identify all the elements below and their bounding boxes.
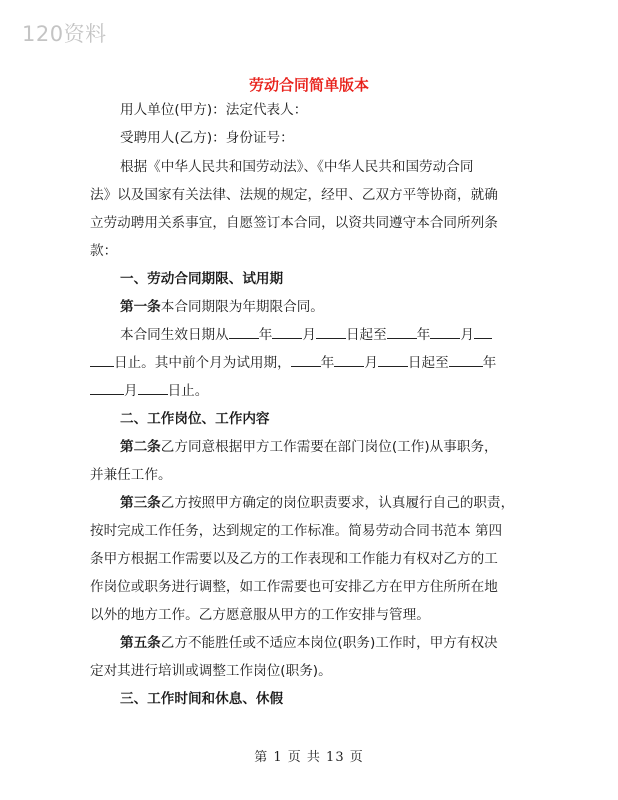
article-5-label: 第五条 <box>120 635 161 651</box>
term-start-label: 本合同生效日期从 <box>120 327 229 343</box>
year-label: 年 <box>416 327 431 343</box>
month-label: 月 <box>302 327 316 343</box>
day-from-label: 日起至 <box>407 355 449 371</box>
intro-line-2: 法》以及国家有关法律、法规的规定，经甲、乙双方平等协商，就确 <box>90 187 498 203</box>
blank-field <box>291 353 321 367</box>
article-2-cont: 并兼任工作。 <box>90 467 172 483</box>
article-3-cont-2: 条甲方根据工作需要以及乙方的工作表现和工作能力有权对乙方的工 <box>90 551 498 567</box>
term-line-2 <box>90 353 496 373</box>
article-5-cont: 定对其进行培训或调整工作岗位(职务)。 <box>90 663 332 679</box>
blank-field <box>334 353 364 367</box>
blank-field <box>474 325 492 339</box>
watermark: 120资料 <box>22 22 107 46</box>
article-1-label: 第一条 <box>120 299 161 315</box>
blank-field <box>90 353 114 367</box>
document-title: 劳动合同简单版本 <box>248 76 369 94</box>
intro-line-1: 根据《中华人民共和国劳动法》、《中华人民共和国劳动合同 <box>120 159 474 175</box>
article-2-text: 乙方同意根据甲方工作需要在部门岗位(工作)从事职务， <box>160 439 498 455</box>
blank-field <box>378 353 408 367</box>
blank-field <box>138 381 168 395</box>
year-label: 年 <box>258 327 273 343</box>
year-label: 年 <box>320 355 335 371</box>
article-5 <box>120 633 498 653</box>
article-3-label: 第三条 <box>120 495 161 511</box>
party-a-line: 用人单位(甲方)：法定代表人： <box>120 102 308 118</box>
party-b-line: 受聘用人(乙方)：身份证号： <box>120 130 294 146</box>
article-3-cont-1: 按时完成工作任务，达到规定的工作标准。简易劳动合同书范本 第四 <box>90 523 503 539</box>
blank-field <box>387 325 417 339</box>
article-5-text: 乙方不能胜任或不适应本岗位(职务)工作时，甲方有权决 <box>160 635 498 651</box>
term-line-3 <box>90 381 208 401</box>
article-3-cont-4: 以外的地方工作。乙方愿意服从甲方的工作安排与管理。 <box>90 607 430 623</box>
term-line-1 <box>120 325 492 345</box>
intro-line-3: 立劳动聘用关系事宜，自愿签订本合同，以资共同遵守本合同所列条 <box>90 215 498 231</box>
blank-field <box>449 353 483 367</box>
blank-field <box>430 325 460 339</box>
section-heading-3: 三、工作时间和休息、休假 <box>120 691 284 707</box>
day-end-label: 日止。 <box>167 383 209 399</box>
month-label: 月 <box>460 327 474 343</box>
article-1-text: 本合同期限为年期限合同。 <box>160 299 324 315</box>
blank-field <box>229 325 259 339</box>
article-3-cont-3: 作岗位或职务进行调整，如工作需要也可安排乙方在甲方住所所在地 <box>90 579 498 595</box>
blank-field <box>316 325 346 339</box>
page-footer: 第 1 页 共 13 页 <box>254 750 364 765</box>
intro-line-4: 款： <box>90 243 118 259</box>
section-heading-1: 一、劳动合同期限、试用期 <box>120 271 284 287</box>
article-1 <box>120 297 324 317</box>
year-label: 年 <box>482 355 497 371</box>
article-3-text: 乙方按照甲方确定的岗位职责要求，认真履行自己的职责， <box>160 495 515 511</box>
article-2 <box>120 437 498 457</box>
day-from-label: 日起至 <box>345 327 387 343</box>
article-2-label: 第二条 <box>120 439 161 455</box>
blank-field <box>90 381 124 395</box>
article-3 <box>120 493 514 513</box>
probation-label: 日止。其中前个月为试用期， <box>114 355 291 371</box>
month-label: 月 <box>124 383 138 399</box>
section-heading-2: 二、工作岗位、工作内容 <box>120 411 270 427</box>
month-label: 月 <box>364 355 378 371</box>
blank-field <box>272 325 302 339</box>
